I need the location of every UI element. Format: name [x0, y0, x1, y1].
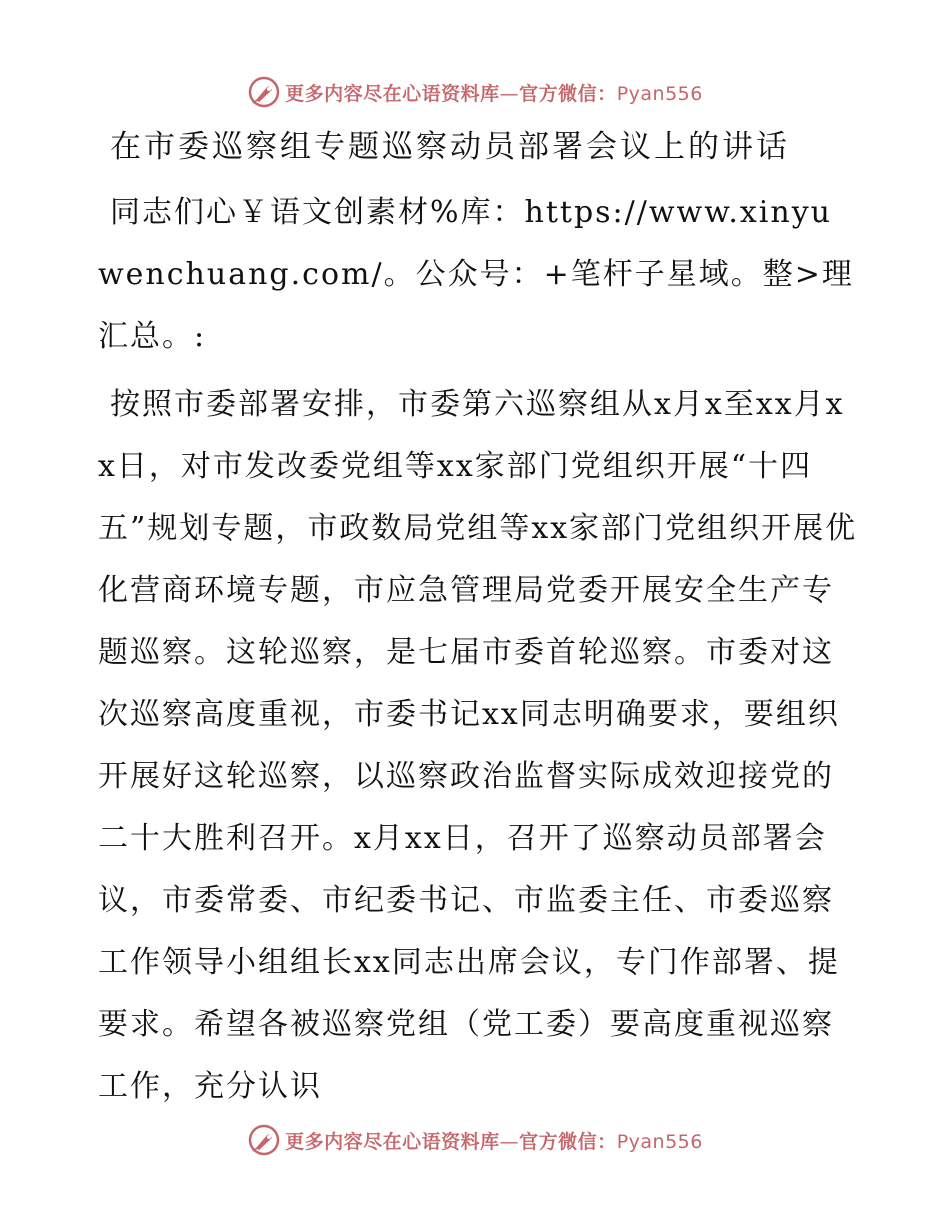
pen-nib-circle-icon [247, 75, 281, 109]
footer-watermark-banner [0, 1120, 950, 1160]
header-watermark-banner [0, 72, 950, 112]
document-body [98, 122, 858, 1120]
page-title: 在市委巡察组专题巡察动员部署会议上的讲话 [110, 129, 790, 165]
watermark-text: 更多内容尽在心语资料库—官方微信：Pyan556 [285, 1130, 703, 1153]
pen-nib-circle-icon [247, 1123, 281, 1157]
watermark-text: 更多内容尽在心语资料库—官方微信：Pyan556 [285, 82, 703, 105]
salutation-paragraph: 同志们心￥语文创素材%库：https://www.xinyuwenchuang.com/。公众号：+笔杆子星域。整>理汇总。: [98, 195, 854, 354]
body-paragraph: 按照市委部署安排，市委第六巡察组从x月x至xx月xx日，对市发改委党组等xx家部门党组织开展“十四五”规划专题，市政数局党组等xx家部门党组织开展优化营商环境专题，市应急管理局党委开展安全生产专题巡察。这轮巡察，是七届市委首轮巡察。市委对这次巡察高度重视，市委书记xx同志明确要求，要组织开展好这轮巡察，以巡察政治监督实际成效迎接党的二十大胜利召开。x月xx日，召开了巡察动员部署会议，市委常委、市纪委书记、市监委主任、市委巡察工作领导小组组长xx同志出席会议，专门作部署、提要求。希望各被巡察党组（党工委）要高度重视巡察工作，充分认识 [98, 387, 858, 1104]
